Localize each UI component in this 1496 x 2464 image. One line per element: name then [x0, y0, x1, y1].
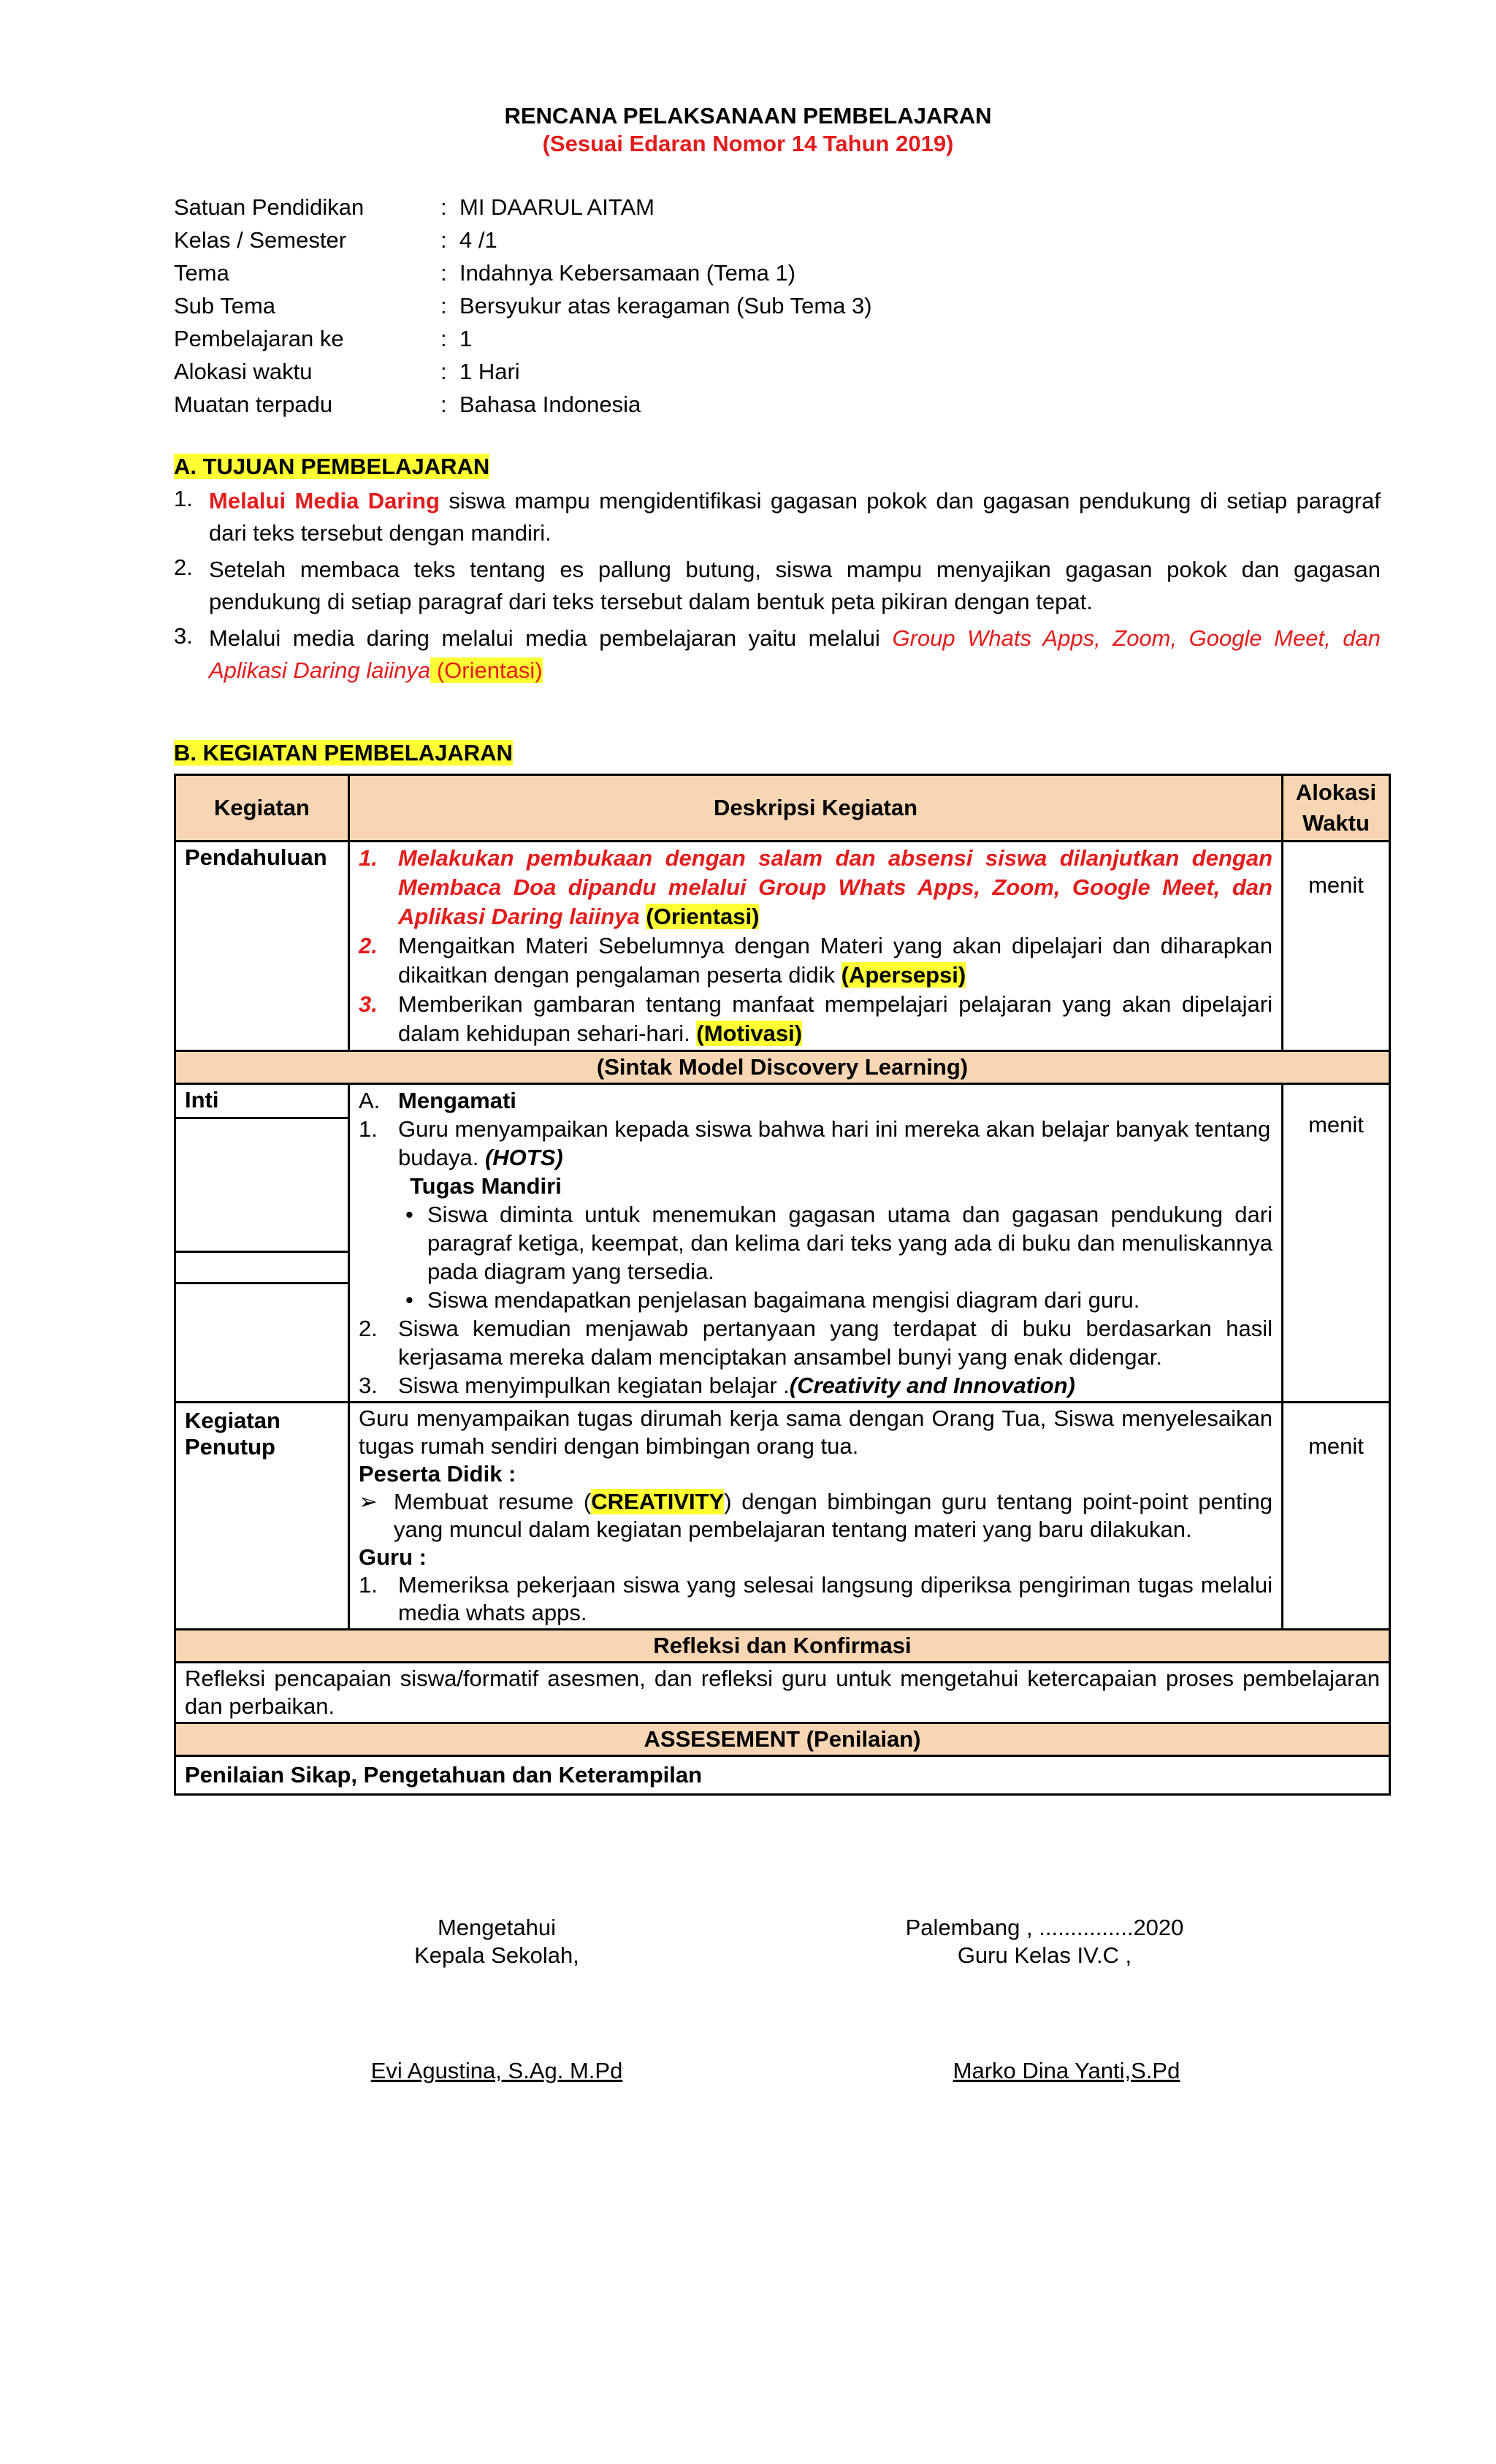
identity-value: 1	[459, 326, 473, 351]
kegiatan-table	[174, 774, 1391, 1796]
list-text	[398, 990, 1272, 1048]
list-number: 2.	[359, 933, 378, 958]
identity-label: Kelas / Semester	[174, 227, 347, 253]
table-row-refleksi	[175, 1663, 1390, 1723]
tujuan-list	[174, 485, 1381, 691]
list-text-start: Melalui media daring melalui media pembelajaran yaitu melalui	[209, 625, 893, 651]
hots-tag: (HOTS)	[484, 1145, 563, 1170]
list-number: 3.	[174, 623, 193, 649]
identity-colon: :	[440, 227, 447, 253]
identity-colon: :	[440, 359, 447, 384]
pendahuluan-time: menit	[1283, 842, 1390, 1051]
sub-heading: Mengamati	[398, 1088, 516, 1113]
motivasi-tag: (Motivasi)	[696, 1021, 803, 1046]
bullet-dot: •	[405, 1287, 413, 1313]
list-text: Siswa kemudian menjawab pertanyaan yang terdapat di buku berdasarkan hasil kerjasama mereka dalam menciptakan ansambel bunyi yang enak didengar.	[398, 1316, 1272, 1370]
right-line-2: Guru Kelas IV.C ,	[957, 1942, 1132, 1968]
header-kegiatan: Kegiatan	[175, 775, 349, 842]
identity-row	[174, 194, 1050, 226]
header-deskripsi: Deskripsi Kegiatan	[349, 775, 1283, 842]
list-item	[359, 1371, 1272, 1400]
identity-row	[174, 226, 1050, 259]
list-item	[174, 554, 1381, 618]
identity-value: Bersyukur atas keragaman (Sub Tema 3)	[459, 293, 872, 319]
arrow-text	[394, 1488, 1272, 1544]
identity-label: Sub Tema	[174, 293, 276, 319]
list-number: 3.	[359, 991, 378, 1017]
list-text: Setelah membaca teks tentang es pallung butung, siswa mampu menyajikan gagasan pokok dan gagasan pendukung di setiap paragraf dari teks tersebut dalam bentuk peta pikiran dengan tepat.	[209, 557, 1381, 614]
penutup-label: Kegiatan Penutup	[175, 1403, 349, 1630]
identity-value: 4 /1	[459, 227, 497, 253]
section-a-heading	[174, 453, 489, 481]
refleksi-text: Refleksi pencapaian siswa/formatif asesmen, dan refleksi guru untuk mengetahui ketercapaian proses pembelajaran dan perbaikan.	[175, 1663, 1390, 1723]
identity-value: MI DAARUL AITAM	[459, 194, 654, 220]
orientasi-tag: (Orientasi)	[646, 904, 760, 929]
bullet-text: Siswa mendapatkan penjelasan bagaimana mengisi diagram dari guru.	[427, 1287, 1140, 1313]
red-text: Melakukan pembukaan dengan salam dan absensi siswa dilanjutkan dengan Membaca Doa dipandu melalui Group Whats Apps, Zoom, Google Meet, dan Aplikasi Daring laiinya	[398, 845, 1272, 929]
inti-description	[349, 1084, 1283, 1403]
pendahuluan-description	[349, 842, 1283, 1051]
inti-label: Inti	[176, 1085, 348, 1119]
identity-label: Tema	[174, 260, 229, 286]
identity-colon: :	[440, 260, 447, 286]
pendahuluan-label: Pendahuluan	[175, 842, 349, 1051]
creativity-tag: (Creativity and Innovation)	[789, 1373, 1075, 1398]
section-b-heading	[174, 739, 513, 767]
list-text	[398, 1115, 1272, 1172]
arrow-bullet-icon: ➢	[359, 1489, 378, 1514]
inti-label-cell	[175, 1084, 349, 1403]
guru-label: Guru :	[359, 1544, 427, 1570]
identity-colon: :	[440, 392, 447, 417]
bullet-item	[359, 1200, 1272, 1286]
inti-time: menit	[1283, 1084, 1390, 1403]
document-subtitle: (Sesuai Edaran Nomor 14 Tahun 2019)	[542, 131, 954, 156]
sintak-heading: (Sintak Model Discovery Learning)	[175, 1051, 1390, 1084]
assesment-text: Penilaian Sikap, Pengetahuan dan Keterampilan	[175, 1756, 1390, 1795]
list-number: 1.	[359, 1116, 378, 1142]
list-text	[398, 931, 1272, 990]
creativity-highlight: CREATIVITY	[591, 1489, 725, 1514]
arrow-text-post: ) dengan bimbingan guru tentang point-point penting yang muncul dalam kegiatan pembelajaran tentang materi yang baru dilakukan.	[394, 1489, 1272, 1542]
orientasi-tag: (Orientasi)	[430, 657, 543, 683]
list-text	[209, 622, 1381, 687]
left-line-1: Mengetahui	[437, 1915, 556, 1940]
list-item	[359, 1086, 1272, 1115]
bullet-dot: •	[405, 1202, 413, 1227]
table-row-penutup	[175, 1403, 1390, 1630]
penutup-time: menit	[1283, 1403, 1390, 1630]
arrow-text-pre: Membuat resume (	[394, 1489, 592, 1514]
list-item	[359, 1571, 1272, 1627]
highlight-lead: Melalui Media Daring	[209, 488, 440, 514]
list-item	[174, 485, 1381, 549]
identity-label: Pembelajaran ke	[174, 326, 344, 351]
list-number: A.	[359, 1088, 381, 1113]
tugas-mandiri-heading: Tugas Mandiri	[410, 1173, 562, 1199]
section-a-heading-text: A. TUJUAN PEMBELAJARAN	[174, 454, 490, 479]
table-row-refleksi-head	[175, 1630, 1390, 1663]
identity-colon: :	[440, 293, 447, 319]
penutup-description	[349, 1403, 1283, 1630]
assesment-heading: ASSESEMENT (Penilaian)	[175, 1723, 1390, 1756]
table-row-sintak	[175, 1051, 1390, 1084]
list-text: Memeriksa pekerjaan siswa yang selesai langsung diperiksa pengiriman tugas melalui media whats apps.	[398, 1572, 1272, 1625]
platform-list: Group Whats Apps, Zoom, Google Meet, dan Aplikasi Daring laiinya	[209, 625, 1381, 683]
identity-colon: :	[440, 194, 447, 220]
table-row-inti	[175, 1084, 1390, 1403]
identity-row	[174, 358, 1050, 391]
list-number: 1.	[359, 1572, 378, 1598]
arrow-item	[359, 1488, 1272, 1544]
list-text-body: Siswa menyimpulkan kegiatan belajar .	[398, 1373, 790, 1398]
list-item	[174, 622, 1381, 687]
list-number: 2.	[174, 554, 193, 580]
list-number: 2.	[359, 1316, 378, 1341]
table-row-assesment	[175, 1756, 1390, 1795]
identity-label: Muatan terpadu	[174, 392, 333, 417]
peserta-didik-label: Peserta Didik :	[359, 1461, 516, 1487]
list-text	[398, 844, 1272, 931]
penutup-intro: Guru menyampaikan tugas dirumah kerja sama dengan Orang Tua, Siswa menyelesaikan tugas rumah sendiri dengan bimbingan orang tua.	[359, 1405, 1272, 1459]
identity-label: Satuan Pendidikan	[174, 194, 365, 220]
right-line-1: Palembang , ...............2020	[905, 1915, 1184, 1940]
left-line-2: Kepala Sekolah,	[414, 1942, 579, 1968]
list-text	[398, 1371, 1272, 1400]
identity-value: Indahnya Kebersamaan (Tema 1)	[459, 260, 796, 286]
table-row-assesment-head	[175, 1723, 1390, 1756]
right-signatory-name: Marko Dina Yanti,S.Pd	[953, 2058, 1180, 2083]
section-b-heading-text: B. KEGIATAN PEMBELAJARAN	[174, 740, 513, 766]
identity-row	[174, 325, 1050, 358]
apersepsi-tag: (Apersepsi)	[841, 962, 966, 988]
bullet-text: Siswa diminta untuk menemukan gagasan utama dan gagasan pendukung dari paragraf ketiga, keempat, dan kelima dari teks yang ada di buku dan menuliskannya pada diagram yang tersedia.	[427, 1202, 1272, 1284]
left-signatory-name: Evi Agustina, S.Ag. M.Pd	[370, 2058, 623, 2083]
table-row-pendahuluan	[175, 842, 1390, 1051]
identity-label: Alokasi waktu	[174, 359, 313, 384]
list-text	[209, 485, 1381, 549]
table-header-row	[175, 775, 1390, 842]
header-alokasi: Alokasi Waktu	[1283, 775, 1390, 842]
identity-value: 1 Hari	[459, 359, 520, 384]
inti-blank-cell	[176, 1253, 348, 1284]
list-item	[359, 1314, 1272, 1371]
identity-row	[174, 292, 1050, 325]
identity-colon: :	[440, 326, 447, 351]
list-text-rest: siswa mampu mengidentifikasi gagasan pokok dan gagasan pendukung di setiap paragraf dari teks tersebut dengan mandiri.	[209, 488, 1381, 546]
identity-row	[174, 391, 1050, 424]
inti-blank-cell	[176, 1119, 348, 1253]
bullet-item	[359, 1286, 1272, 1314]
list-number: 3.	[359, 1373, 378, 1398]
refleksi-heading: Refleksi dan Konfirmasi	[175, 1630, 1390, 1663]
document-title: RENCANA PELAKSANAAN PEMBELAJARAN	[504, 103, 992, 129]
list-number: 1.	[359, 845, 378, 871]
identity-value: Bahasa Indonesia	[459, 392, 641, 417]
list-item	[359, 990, 1272, 1048]
list-item	[359, 1115, 1272, 1172]
list-text-body: Memberikan gambaran tentang manfaat mempelajari pelajaran yang akan dipelajari dalam kehidupan sehari-hari.	[398, 991, 1272, 1046]
list-item	[359, 844, 1272, 931]
list-text-body: Guru menyampaikan kepada siswa bahwa hari ini mereka akan belajar banyak tentang budaya.	[398, 1116, 1271, 1170]
identity-row	[174, 259, 1050, 292]
list-text-body: Mengaitkan Materi Sebelumnya dengan Materi yang akan dipelajari dan diharapkan dikaitkan dengan pengalaman peserta didik	[398, 933, 1272, 988]
identity-block	[174, 194, 1050, 424]
list-number: 1.	[174, 486, 193, 511]
list-item	[359, 931, 1272, 990]
